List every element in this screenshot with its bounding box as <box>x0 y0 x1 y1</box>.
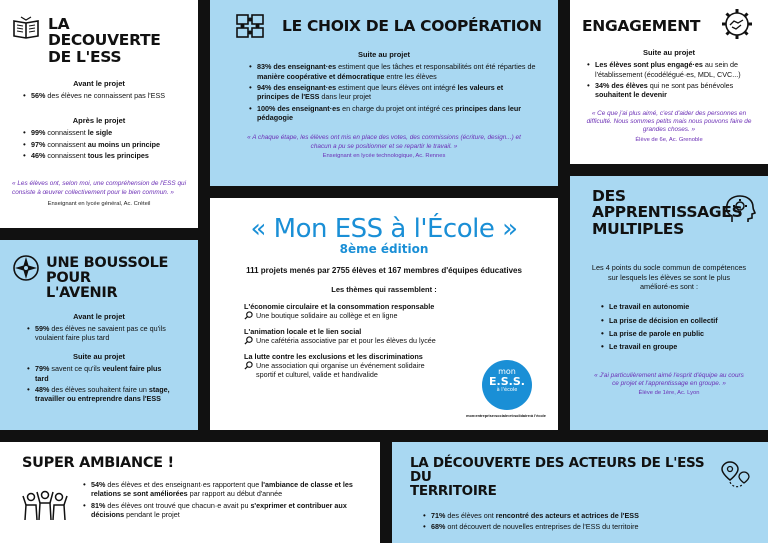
list-item: • Le travail en autonomie <box>600 302 754 311</box>
panel-cooperation <box>210 0 558 186</box>
quote: « Les élèves ont, selon moi, une compréhension de l'ESS qui consiste à œuvrer collectivement pour le bien commun. » <box>12 180 186 196</box>
engagement-list <box>586 60 756 99</box>
gear-handshake-icon <box>720 8 754 40</box>
panel-acteurs <box>392 442 768 543</box>
list-item: • Les élèves sont plus engagé·es au sein de l'établissement (écodélégué·es, MDL, CVC...) <box>586 60 756 79</box>
list-item: • 79% savent ce qu'ils veulent faire plus tard <box>26 364 170 383</box>
quote-source: Élève de 6e, Ac. Grenoble <box>635 136 703 143</box>
quote: « A chaque étape, les élèves ont mis en place des votes, des commissions (écriture, design...) et chacun a pu se positionner et se repartir le travail. » <box>247 134 521 150</box>
quote: « J'ai particulièrement aimé l'esprit d'équipe au cours ce projet et l'apprentissage en groupe. » <box>594 371 744 388</box>
list-item: • 97% connaissent au moins un principe <box>22 140 186 149</box>
stats: 111 projets menés par 2755 élèves et 167 membres d'équipes éducatives <box>246 266 522 275</box>
quote: « Ce que j'ai plus aimé, c'est d'aider des personnes en difficulté. Nous sommes petits mais nous pouvons faire de grandes choses. » <box>586 109 752 134</box>
panel-apprentissages <box>570 176 768 430</box>
list-item: • 68% ont découvert de nouvelles entreprises de l'ESS du territoire <box>422 522 754 531</box>
main-title: « Mon ESS à l'École » <box>250 214 518 244</box>
quote-source: Enseignant en lycée technologique, Ac. Rennes <box>322 153 446 160</box>
panel-title: LE CHOIX DE LA COOPÉRATION <box>282 17 542 35</box>
before-title: Avant le projet <box>73 78 125 88</box>
panel-engagement <box>570 0 768 164</box>
list-item: • 100% des enseignant·es en charge du projet ont intégré ces principes dans leur pédagogie <box>248 104 536 123</box>
list-item: • 71% des élèves ont rencontré des acteurs et actrices de l'ESS <box>422 511 754 520</box>
list-item: • 94% des enseignant·es estiment que leurs élèves ont intégré les valeurs et principes de l'ESS dans leur projet <box>248 83 536 102</box>
panel-center <box>210 198 558 430</box>
list-item: • La prise de décision en collectif <box>600 316 754 325</box>
before-list <box>22 91 186 100</box>
list-item: • 54% des élèves et des enseignant·es rapportent que l'ambiance de classe et les relations se sont améliorées par rapport au début d'année <box>82 480 364 499</box>
list-item: • 48% des élèves souhaitent faire un stage, travailler ou entreprendre dans l'ESS <box>26 385 170 404</box>
skills-list <box>600 302 754 351</box>
panel-title: LA DECOUVERTE DE L'ESS <box>48 15 161 66</box>
themes-title: Les thèmes qui rassemblent : <box>331 285 437 294</box>
theme-item: L'économie circulaire et la consommation responsable Une boutique solidaire au collège et en ligne <box>244 302 435 320</box>
compass-icon <box>12 254 40 282</box>
before-title: Avant le projet <box>73 311 125 321</box>
people-icon <box>22 488 68 522</box>
after-list <box>26 364 170 403</box>
panel-title: DES APPRENTISSAGES MULTIPLES <box>592 187 743 238</box>
cooperation-list <box>248 62 536 122</box>
list-item: • La prise de parole en public <box>600 329 754 338</box>
edition: 8ème édition <box>339 242 429 256</box>
list-item: • 81% des élèves ont trouvé que chacun·e avait pu s'exprimer et contribuer aux décisions pendant le projet <box>82 501 364 520</box>
brain-gear-icon <box>724 194 758 224</box>
theme-item: L'animation locale et le lien social Une cafétéria associative par et pour les élèves du lycée <box>244 327 436 345</box>
logo-caption: mon•entreprise•sociale•et•solidaire•à l'école <box>466 414 546 418</box>
logo: mon E.S.S. à l'école <box>482 360 532 410</box>
subtitle: Suite au projet <box>357 50 411 60</box>
search-icon <box>244 361 253 370</box>
list-item: • Le travail en groupe <box>600 342 754 351</box>
after-list <box>22 128 186 160</box>
before-list <box>26 324 170 343</box>
panel-title: UNE BOUSSOLE POUR L'AVENIR <box>46 255 169 302</box>
list-item: • 34% des élèves qui ne sont pas bénévoles souhaitent le devenir <box>586 81 756 100</box>
quote-source: Enseignant en lycée général, Ac. Créteil <box>47 200 151 207</box>
book-icon <box>12 16 40 40</box>
panel-title: SUPER AMBIANCE ! <box>22 455 174 471</box>
list-item: • 56% des élèves ne connaissent pas l'ESS <box>22 91 186 100</box>
panel-title: ENGAGEMENT <box>582 17 701 35</box>
ambiance-list <box>82 480 364 521</box>
puzzle-icon <box>234 12 268 40</box>
after-title: Suite au projet <box>72 352 126 362</box>
intro-text: Les 4 points du socle commun de compétences sur lesquels les élèves se sont le plus amélioré·es sont : <box>591 262 747 292</box>
quote-source: Élève de 1ère, Ac. Lyon <box>638 390 700 397</box>
panel-title: LA DÉCOUVERTE DES ACTEURS DE L'ESS DU TERRITOIRE <box>410 455 705 500</box>
search-icon <box>244 336 253 345</box>
theme-item: La lutte contre les exclusions et les discriminations Une association qui organise un événement solidaire sportif et culturel, valide et handivalide <box>244 352 425 379</box>
search-icon <box>244 311 253 320</box>
after-title: Après le projet <box>72 116 126 126</box>
list-item: • 59% des élèves ne savaient pas ce qu'ils voulaient faire plus tard <box>26 324 170 343</box>
theme-list <box>224 302 439 379</box>
panel-ambiance <box>0 442 380 543</box>
acteurs-list <box>422 511 754 532</box>
panel-boussole <box>0 240 198 430</box>
subtitle: Suite au projet <box>642 48 696 58</box>
list-item: • 83% des enseignant·es estiment que les tâches et responsabilités ont été réparties de manière coopérative et démocratique entre les élèves <box>248 62 536 81</box>
list-item: • 46% connaissent tous les principes <box>22 151 186 160</box>
map-pin-icon <box>718 460 754 490</box>
panel-decouverte <box>0 0 198 228</box>
list-item: • 99% connaissent le sigle <box>22 128 186 137</box>
